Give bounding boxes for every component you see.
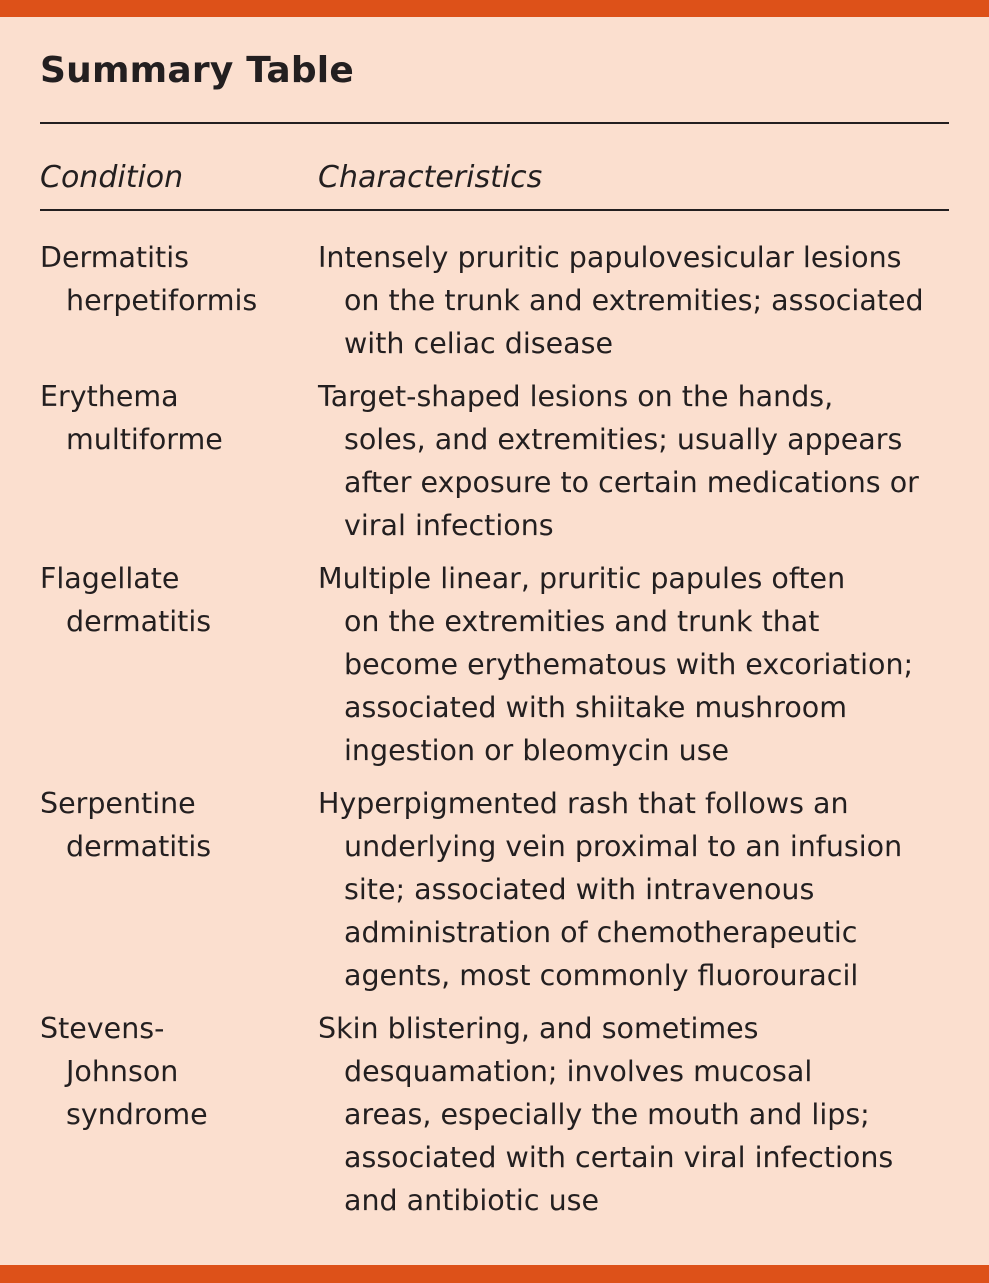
characteristics-cell xyxy=(318,782,949,997)
characteristics-line: soles, and extremities; usually appears xyxy=(344,423,903,456)
characteristics-line: on the extremities and trunk that xyxy=(344,605,820,638)
table-row xyxy=(40,782,949,1007)
characteristics-cell xyxy=(318,557,949,772)
characteristics-line: and antibiotic use xyxy=(344,1184,600,1217)
condition-cell xyxy=(40,782,318,997)
condition-line: herpetiformis xyxy=(66,284,258,317)
characteristics-line: viral infections xyxy=(344,509,554,542)
characteristics-line: Skin blistering, and sometimes xyxy=(318,1012,759,1045)
table-row xyxy=(40,1007,949,1232)
condition-cell xyxy=(40,236,318,365)
condition-line: dermatitis xyxy=(66,605,212,638)
condition-cell xyxy=(40,375,318,547)
characteristics-line: associated with shiitake mushroom xyxy=(344,691,847,724)
characteristics-line: associated with certain viral infections xyxy=(344,1141,894,1174)
characteristics-line: underlying vein proximal to an infusion xyxy=(344,830,903,863)
condition-line: Flagellate xyxy=(40,562,180,595)
table-row xyxy=(40,375,949,557)
condition-cell xyxy=(40,557,318,772)
header-characteristics: Characteristics xyxy=(318,160,543,195)
characteristics-line: after exposure to certain medications or xyxy=(344,466,919,499)
characteristics-cell xyxy=(318,375,949,547)
header-condition: Condition xyxy=(40,160,184,195)
characteristics-line: agents, most commonly fluorouracil xyxy=(344,959,859,992)
bottom-accent-bar xyxy=(0,1265,989,1283)
condition-line: Johnson xyxy=(66,1055,179,1088)
condition-line: multiforme xyxy=(66,423,223,456)
title-rule xyxy=(40,122,949,124)
condition-line: Erythema xyxy=(40,380,179,413)
characteristics-line: areas, especially the mouth and lips; xyxy=(344,1098,870,1131)
characteristics-line: become erythematous with excoriation; xyxy=(344,648,914,681)
characteristics-cell xyxy=(318,1007,949,1222)
characteristics-line: with celiac disease xyxy=(344,327,613,360)
characteristics-line: on the trunk and extremities; associated xyxy=(344,284,924,317)
condition-line: dermatitis xyxy=(66,830,212,863)
table-row xyxy=(40,236,949,375)
top-accent-bar xyxy=(0,0,989,17)
condition-cell xyxy=(40,1007,318,1222)
condition-line: syndrome xyxy=(66,1098,208,1131)
characteristics-line: Hyperpigmented rash that follows an xyxy=(318,787,849,820)
table-title: Summary Table xyxy=(40,50,354,91)
characteristics-line: desquamation; involves mucosal xyxy=(344,1055,813,1088)
table-row xyxy=(40,557,949,782)
characteristics-line: Target-shaped lesions on the hands, xyxy=(318,380,834,413)
characteristics-line: ingestion or bleomycin use xyxy=(344,734,730,767)
header-rule xyxy=(40,209,949,211)
characteristics-line: Intensely pruritic papulovesicular lesions xyxy=(318,241,902,274)
characteristics-line: site; associated with intravenous xyxy=(344,873,815,906)
table-body xyxy=(40,236,949,1232)
characteristics-cell xyxy=(318,236,949,365)
condition-line: Dermatitis xyxy=(40,241,189,274)
characteristics-line: administration of chemotherapeutic xyxy=(344,916,858,949)
condition-line: Serpentine xyxy=(40,787,196,820)
characteristics-line: Multiple linear, pruritic papules often xyxy=(318,562,846,595)
condition-line: Stevens- xyxy=(40,1012,165,1045)
